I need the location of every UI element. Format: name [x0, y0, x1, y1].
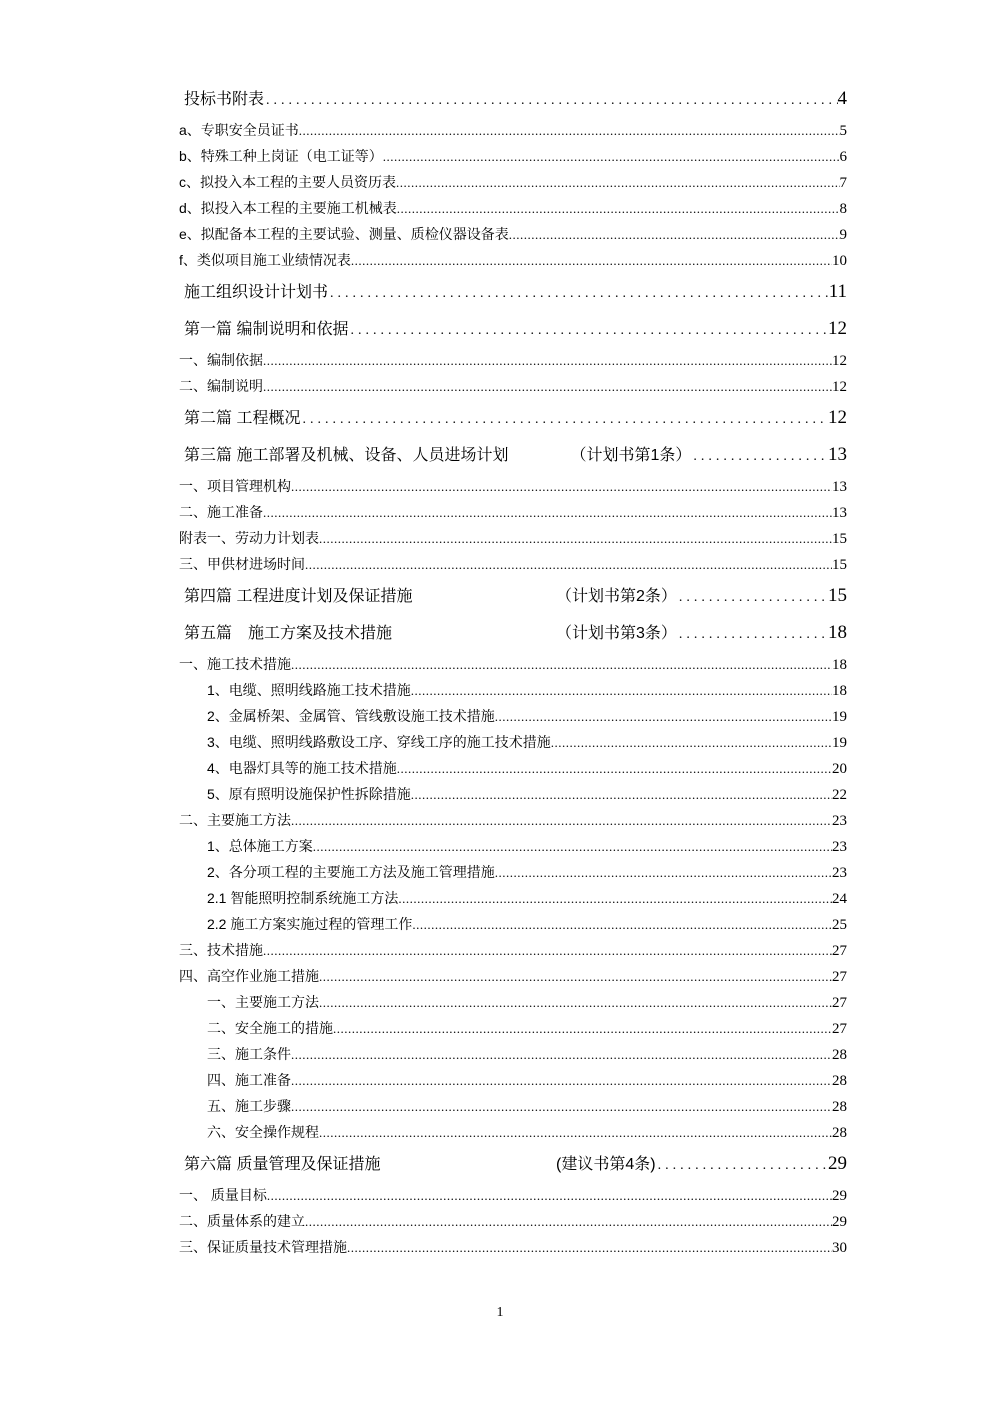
dot-leader [333, 1016, 832, 1042]
toc-entry [179, 859, 847, 885]
toc-page-number: 12 [832, 379, 847, 395]
toc-entry [179, 315, 847, 342]
toc-page-number: 27 [832, 995, 847, 1011]
toc-entry-title: 一、项目管理机构 [179, 478, 291, 494]
toc-entry-title: 一、编制依据 [179, 352, 263, 368]
toc-entry [179, 937, 847, 963]
toc-entry [179, 473, 847, 499]
dot-leader [495, 704, 832, 730]
toc-entry-title: 第一篇 编制说明和依据 [184, 321, 349, 338]
toc-page-number: 19 [832, 735, 847, 751]
toc-page-number: 27 [832, 943, 847, 959]
toc-page-number: 28 [832, 1073, 847, 1089]
toc-page-number: 30 [832, 1240, 847, 1256]
toc-entry [179, 247, 847, 273]
table-of-contents [179, 80, 847, 1260]
toc-entry [179, 441, 847, 468]
toc-page-number: 27 [832, 1021, 847, 1037]
dot-leader [679, 584, 828, 611]
toc-entry-title: 5、原有照明设施保护性拆除措施 [207, 786, 411, 802]
dot-leader [350, 317, 828, 344]
toc-page-number: 22 [832, 787, 847, 803]
toc-page-number: 20 [832, 761, 847, 777]
toc-entry [179, 169, 847, 195]
toc-entry [179, 221, 847, 247]
dot-leader [305, 552, 832, 578]
toc-entry-title: 2.1 智能照明控制系统施工方法 [207, 890, 399, 906]
toc-page-number: 23 [832, 839, 847, 855]
dot-leader [305, 1209, 832, 1235]
dot-leader [679, 621, 828, 648]
toc-page-number: 19 [832, 709, 847, 725]
toc-entry-title: 投标书附表 [184, 91, 265, 108]
toc-entry-title: 附表一、劳动力计划表 [179, 530, 319, 546]
toc-page-number: 11 [828, 281, 847, 302]
toc-entry-title: 2、金属桥架、金属管、管线敷设施工技术措施 [207, 708, 495, 724]
dot-leader [263, 374, 832, 400]
dot-leader [291, 1068, 832, 1094]
toc-page-number: 5 [839, 123, 847, 139]
dot-leader [693, 443, 828, 470]
dot-leader [266, 87, 837, 114]
dot-leader [396, 170, 840, 196]
toc-entry [179, 195, 847, 221]
dot-leader [263, 348, 832, 374]
toc-entry-title: f、类似项目施工业绩情况表 [179, 252, 351, 268]
toc-entry [179, 373, 847, 399]
toc-page-number: 12 [828, 407, 847, 428]
toc-page-number: 7 [839, 175, 847, 191]
dot-leader [319, 964, 832, 990]
dot-leader [330, 280, 829, 307]
toc-entry-title: c、拟投入本工程的主要人员资历表 [179, 174, 396, 190]
toc-entry [179, 551, 847, 577]
toc-page-number: 13 [828, 444, 847, 465]
toc-page-number: 27 [832, 969, 847, 985]
toc-entry-title: 二、质量体系的建立 [179, 1213, 305, 1229]
toc-page-number: 25 [832, 917, 847, 933]
toc-page-number: 29 [832, 1188, 847, 1204]
toc-entry [179, 989, 847, 1015]
dot-leader [509, 222, 840, 248]
toc-entry [179, 703, 847, 729]
toc-page-number: 10 [832, 253, 847, 269]
toc-page-number: 8 [839, 201, 847, 217]
toc-entry-title: 第六篇 质量管理及保证措施 [184, 1156, 381, 1173]
dot-leader [398, 886, 832, 912]
dot-leader [347, 1235, 832, 1261]
footer-page-number: 1 [496, 1305, 504, 1320]
toc-entry [179, 729, 847, 755]
dot-leader [267, 1183, 832, 1209]
toc-entry-title: b、特殊工种上岗证（电工证等） [179, 148, 383, 164]
toc-page-number: 23 [832, 865, 847, 881]
toc-page-number: 18 [832, 683, 847, 699]
toc-entry [179, 1041, 847, 1067]
toc-entry-title: 三、甲供材进场时间 [179, 556, 305, 572]
toc-entry-title: 一、 质量目标 [179, 1187, 267, 1203]
toc-page-number: 29 [832, 1214, 847, 1230]
toc-entry [179, 1234, 847, 1260]
dot-leader [291, 808, 832, 834]
toc-entry [179, 885, 847, 911]
toc-entry [179, 117, 847, 143]
toc-entry-title: 1、总体施工方案 [207, 838, 313, 854]
toc-page-number: 15 [828, 585, 847, 606]
toc-entry-title: 4、电器灯具等的施工技术措施 [207, 760, 397, 776]
dot-leader [299, 118, 840, 144]
toc-entry-title: 二、主要施工方法 [179, 812, 291, 828]
dot-leader [351, 248, 832, 274]
toc-entry [179, 651, 847, 677]
dot-leader [412, 912, 832, 938]
toc-entry-title: 二、编制说明 [179, 378, 263, 394]
toc-entry-title: 二、施工准备 [179, 504, 263, 520]
toc-entry [179, 1150, 847, 1177]
toc-entry-title: 2.2 施工方案实施过程的管理工作 [207, 916, 413, 932]
toc-entry-title: 五、施工步骤 [207, 1098, 291, 1114]
dot-leader [263, 938, 832, 964]
toc-entry [179, 347, 847, 373]
toc-entry-title: 三、保证质量技术管理措施 [179, 1239, 347, 1255]
toc-entry [179, 963, 847, 989]
dot-leader [291, 652, 832, 678]
dot-leader [291, 1094, 832, 1120]
dot-leader [551, 730, 832, 756]
toc-page-number: 23 [832, 813, 847, 829]
dot-leader [397, 756, 832, 782]
toc-entry-title: 1、电缆、照明线路施工技术措施 [207, 682, 411, 698]
toc-page-number: 28 [832, 1125, 847, 1141]
dot-leader [411, 678, 832, 704]
dot-leader [397, 196, 840, 222]
toc-page-number: 12 [828, 318, 847, 339]
dot-leader [291, 1042, 832, 1068]
toc-entry [179, 278, 847, 305]
toc-entry-title: 一、主要施工方法 [207, 994, 319, 1010]
toc-page-number: 28 [832, 1099, 847, 1115]
toc-page-number: 24 [832, 891, 847, 907]
toc-entry-title: 第四篇 工程进度计划及保证措施 [184, 588, 413, 605]
toc-entry-note: (建议书第4条) [556, 1156, 656, 1173]
toc-entry [179, 1093, 847, 1119]
dot-leader [411, 782, 832, 808]
toc-entry [179, 755, 847, 781]
toc-entry [179, 582, 847, 609]
dot-leader [313, 834, 832, 860]
toc-entry-title: 三、施工条件 [207, 1046, 291, 1062]
toc-entry-title: e、拟配备本工程的主要试验、测量、质检仪器设备表 [179, 226, 509, 242]
toc-entry-title: 一、施工技术措施 [179, 656, 291, 672]
toc-entry-title: 施工组织设计计划书 [184, 284, 329, 301]
toc-entry-title: 四、施工准备 [207, 1072, 291, 1088]
toc-page-number: 18 [832, 657, 847, 673]
toc-entry-note: （计划书第2条） [556, 588, 677, 605]
toc-entry-note: （计划书第3条） [556, 625, 677, 642]
toc-entry [179, 85, 847, 112]
dot-leader [319, 526, 832, 552]
toc-page-number: 13 [832, 479, 847, 495]
toc-page-number: 12 [832, 353, 847, 369]
toc-entry-title: 第二篇 工程概况 [184, 410, 301, 427]
toc-entry [179, 619, 847, 646]
toc-entry-title: 三、技术措施 [179, 942, 263, 958]
toc-entry [179, 499, 847, 525]
toc-entry-title: 二、安全施工的措施 [207, 1020, 333, 1036]
toc-entry [179, 833, 847, 859]
toc-entry [179, 1119, 847, 1145]
dot-leader [383, 144, 840, 170]
dot-leader [263, 500, 832, 526]
toc-entry [179, 1067, 847, 1093]
toc-page-number: 29 [828, 1153, 847, 1174]
toc-entry-title: 3、电缆、照明线路敷设工序、穿线工序的施工技术措施 [207, 734, 551, 750]
dot-leader [302, 406, 828, 433]
toc-entry [179, 781, 847, 807]
toc-entry [179, 807, 847, 833]
toc-entry-title: 第三篇 施工部署及机械、设备、人员进场计划 [184, 447, 509, 464]
toc-entry [179, 525, 847, 551]
dot-leader [658, 1152, 828, 1179]
toc-entry-title: d、拟投入本工程的主要施工机械表 [179, 200, 397, 216]
toc-page-number: 4 [837, 88, 847, 109]
toc-entry-title: 六、安全操作规程 [207, 1124, 319, 1140]
toc-page-number: 15 [832, 531, 847, 547]
toc-entry [179, 1015, 847, 1041]
dot-leader [319, 990, 832, 1016]
toc-entry-title: 2、各分项工程的主要施工方法及施工管理措施 [207, 864, 495, 880]
dot-leader [319, 1120, 832, 1146]
toc-entry [179, 1182, 847, 1208]
toc-page-number: 6 [839, 149, 847, 165]
dot-leader [495, 860, 832, 886]
toc-page-number: 9 [839, 227, 847, 243]
toc-entry [179, 911, 847, 937]
toc-entry [179, 404, 847, 431]
toc-entry [179, 143, 847, 169]
toc-entry-title: 四、高空作业施工措施 [179, 968, 319, 984]
toc-entry-note: （计划书第1条） [570, 447, 692, 464]
toc-entry-title: 第五篇 施工方案及技术措施 [184, 625, 393, 642]
toc-page-number: 15 [832, 557, 847, 573]
toc-entry [179, 677, 847, 703]
toc-page-number: 13 [832, 505, 847, 521]
dot-leader [291, 474, 832, 500]
toc-page-number: 28 [832, 1047, 847, 1063]
toc-entry [179, 1208, 847, 1234]
toc-entry-title: a、专职安全员证书 [179, 122, 299, 138]
toc-page-number: 18 [828, 622, 847, 643]
